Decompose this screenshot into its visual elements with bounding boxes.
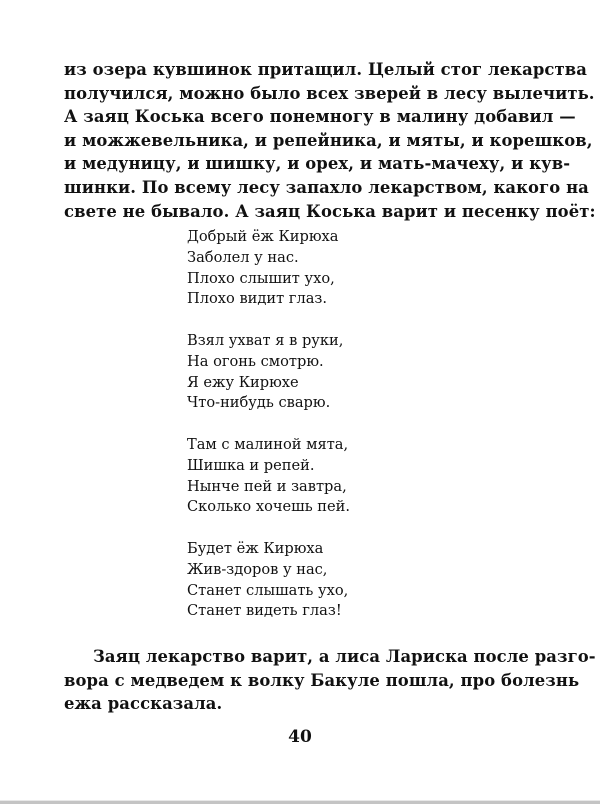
poem-line: Добрый ёж Кирюха	[187, 228, 339, 245]
poem-stanza	[187, 331, 350, 414]
poem-line: Станет слышать ухо,	[187, 581, 349, 599]
text-line: получился, можно было всех зверей в лесу вылечить.	[64, 83, 595, 103]
poem-line: Заболел у нас.	[187, 248, 299, 266]
poem	[187, 227, 350, 643]
text-line: А заяц Коська всего понемногу в малину добавил —	[64, 107, 576, 127]
text-line: ежа рассказала.	[64, 694, 223, 714]
poem-line: Взял ухват я в руки,	[187, 331, 344, 349]
text-line: свете не бывало. А заяц Коська варит и песенку поёт:	[64, 201, 596, 221]
poem-line: Нынче пей и завтра,	[187, 477, 347, 495]
poem-stanza	[187, 435, 350, 518]
poem-line: Шишка и репей.	[187, 456, 315, 474]
paragraph-top	[64, 58, 596, 223]
poem-line: На огонь смотрю.	[187, 352, 324, 370]
text-line: Заяц лекарство варит, а лиса Лариска после разго-	[93, 647, 596, 666]
poem-stanza	[187, 539, 350, 622]
text-line: шинки. По всему лесу запахло лекарством, какого на	[64, 177, 589, 197]
poem-line: Что-нибудь сварю.	[187, 394, 331, 412]
page-number: 40	[288, 727, 312, 747]
poem-line: Я ежу Кирюхе	[187, 373, 299, 391]
poem-line: Плохо видит глаз.	[187, 290, 328, 308]
paragraph-bottom	[64, 645, 596, 716]
page-bottom-edge	[0, 800, 600, 804]
text-line: из озера кувшинок притащил. Целый стог лекарства	[64, 60, 587, 79]
poem-line: Станет видеть глаз!	[187, 602, 342, 620]
poem-line: Сколько хочешь пей.	[187, 498, 351, 516]
text-line: вора с медведем к волку Бакуле пошла, про болезнь	[64, 670, 580, 690]
text-line: и можжевельника, и репейника, и мяты, и корешков,	[64, 130, 593, 150]
poem-line: Там с малиной мята,	[187, 435, 349, 453]
text-line: и медуницу, и шишку, и орех, и мать-мачеху, и кув-	[64, 154, 571, 174]
poem-line: Жив-здоров у нас,	[187, 560, 328, 578]
poem-line: Будет ёж Кирюха	[187, 539, 324, 557]
poem-line: Плохо слышит ухо,	[187, 269, 335, 287]
poem-stanza	[187, 227, 350, 310]
